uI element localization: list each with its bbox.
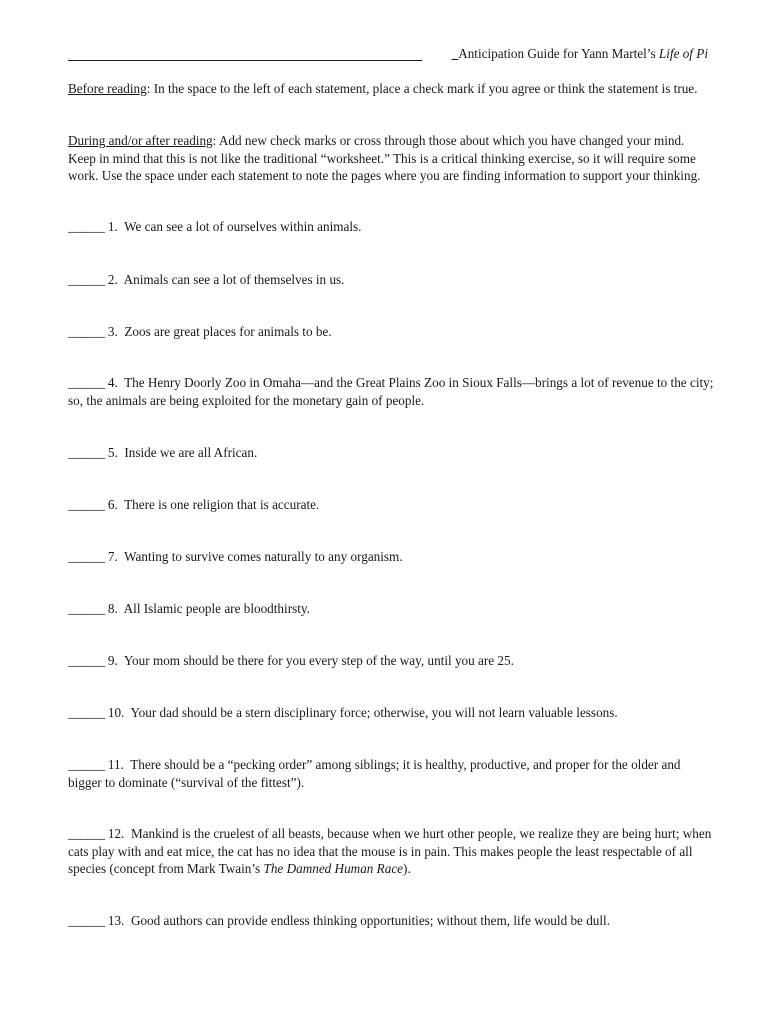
statement-text: Your dad should be a stern disciplinary force; otherwise, you will not learn valuable lessons.	[130, 705, 618, 720]
statement-4	[68, 374, 716, 409]
statement-text: All Islamic people are bloodthirsty.	[123, 601, 310, 616]
during-reading-text: : Add new check marks or cross through those about which you have changed your mind. Keep in mind that this is not like the traditional “worksheet.” This is a critical thinking exercise, so it will require some work. Use the space under each statement to note the pages where you are finding information to support your thinking.	[68, 133, 701, 183]
statement-7	[68, 548, 716, 566]
statement-text: Zoos are great places for animals to be.	[124, 324, 332, 339]
statement-1	[68, 218, 716, 236]
statement-text: Inside we are all African.	[124, 445, 258, 460]
statement-text: There is one religion that is accurate.	[124, 497, 320, 512]
statement-text: The Henry Doorly Zoo in Omaha—and the Great Plains Zoo in Sioux Falls—brings a lot of revenue to the city; so, the animals are being exploited for the monetary gain of people.	[68, 375, 714, 408]
statement-text: Mankind is the cruelest of all beasts, because when we hurt other people, we realize they are being hurt; when cats play with and eat mice, the cat has no idea that the mouse is in pain. This makes people the least respectable of all species (concept from Mark Twain’s	[68, 826, 712, 876]
statement-13	[68, 912, 716, 930]
answer-blank[interactable]: ______	[68, 497, 105, 512]
statement-9	[68, 652, 716, 670]
title-underline-prefix: _	[451, 46, 459, 61]
statement-number: 2.	[107, 272, 118, 287]
answer-blank[interactable]: ______	[68, 549, 105, 564]
statement-number: 12.	[107, 826, 125, 841]
statement-number: 7.	[107, 549, 118, 564]
answer-blank[interactable]: ______	[68, 705, 105, 720]
statement-number: 11.	[107, 757, 124, 772]
statement-number: 13.	[107, 913, 125, 928]
statement-text-end: ).	[403, 861, 411, 876]
statement-12	[68, 825, 716, 878]
answer-blank[interactable]: ______	[68, 913, 105, 928]
answer-blank[interactable]: ______	[68, 601, 105, 616]
answer-blank[interactable]: ______	[68, 375, 105, 390]
before-reading-label: Before reading	[68, 81, 147, 96]
title-text: Anticipation Guide for Yann Martel’s	[458, 46, 659, 61]
statement-number: 10.	[107, 705, 125, 720]
statement-11	[68, 756, 716, 791]
statement-10	[68, 704, 716, 722]
statement-text: Wanting to survive comes naturally to any organism.	[124, 549, 403, 564]
statement-number: 1.	[107, 219, 118, 234]
statement-text: There should be a “pecking order” among siblings; it is healthy, productive, and proper for the older and bigger to dominate (“survival of the fittest”).	[68, 757, 681, 790]
before-reading-instructions	[68, 80, 713, 98]
answer-blank[interactable]: ______	[68, 826, 105, 841]
statement-2	[68, 271, 716, 289]
answer-blank[interactable]: ______	[68, 324, 105, 339]
header	[68, 45, 708, 65]
title-book: Life of Pi	[658, 46, 708, 61]
statement-number: 5.	[107, 445, 118, 460]
before-reading-text: : In the space to the left of each statement, place a check mark if you agree or think the statement is true.	[146, 81, 698, 96]
statement-number: 8.	[107, 601, 118, 616]
statement-number: 6.	[107, 497, 118, 512]
statement-6	[68, 496, 716, 514]
answer-blank[interactable]: ______	[68, 653, 105, 668]
statement-text: Good authors can provide endless thinking opportunities; without them, life would be dull.	[130, 913, 611, 928]
statement-8	[68, 600, 716, 618]
statement-text: Animals can see a lot of themselves in us.	[123, 272, 345, 287]
statement-number: 4.	[107, 375, 118, 390]
statement-3	[68, 323, 716, 341]
answer-blank[interactable]: ______	[68, 219, 105, 234]
name-line	[68, 60, 422, 61]
answer-blank[interactable]: ______	[68, 757, 105, 772]
during-reading-label: During and/or after reading	[68, 133, 213, 148]
statement-5	[68, 444, 716, 462]
statement-number: 3.	[107, 324, 118, 339]
answer-blank[interactable]: ______	[68, 445, 105, 460]
answer-blank[interactable]: ______	[68, 272, 105, 287]
statement-text: Your mom should be there for you every step of the way, until you are 25.	[123, 653, 514, 668]
statement-number: 9.	[107, 653, 118, 668]
during-reading-instructions	[68, 132, 713, 185]
statement-text: We can see a lot of ourselves within animals.	[124, 219, 362, 234]
statement-cited-work: The Damned Human Race	[263, 861, 404, 876]
page-title	[452, 45, 708, 63]
